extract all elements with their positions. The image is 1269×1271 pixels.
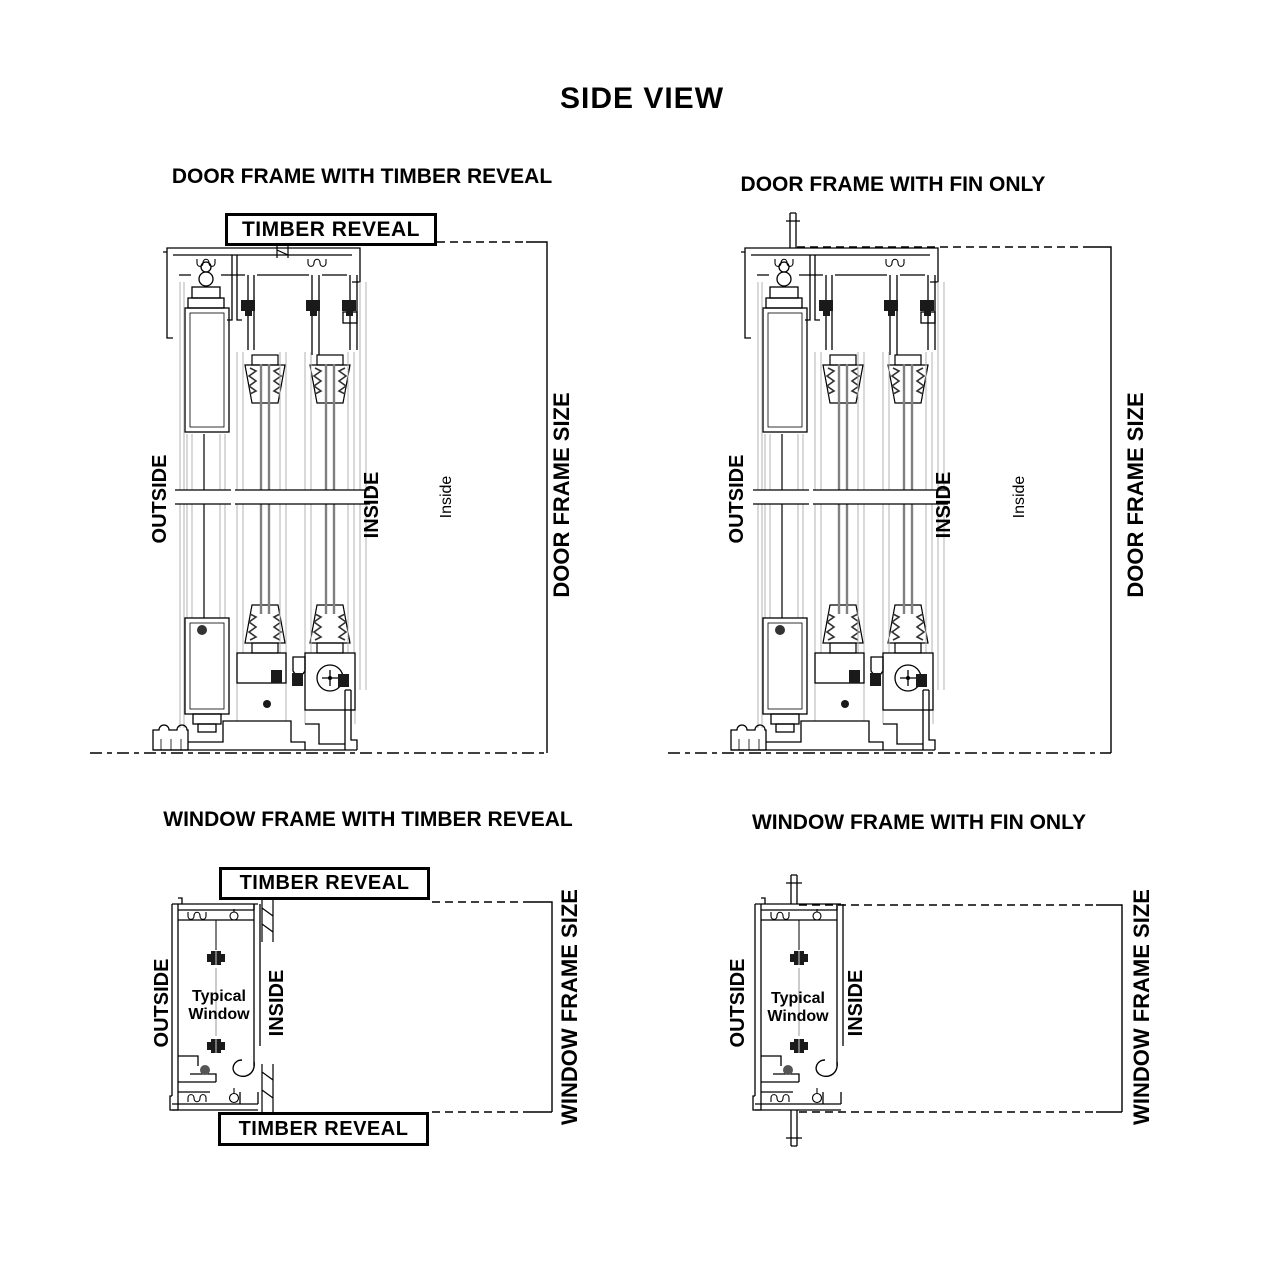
timber-reveal-top-label: TIMBER REVEAL [239,872,410,894]
door-timber-inside-annotation: Inside [438,475,455,519]
door-timber-outside-label: OUTSIDE [149,454,171,544]
page-title: SIDE VIEW [559,82,725,115]
door-fin-title: DOOR FRAME WITH FIN ONLY [740,173,1046,196]
window-fin-outside-label: OUTSIDE [727,958,749,1048]
timber-reveal-bottom-label-box [218,1112,429,1146]
door-fin-outside-label: OUTSIDE [726,454,748,544]
window-fin-inside-label: INSIDE [845,969,867,1037]
timber-reveal-label: TIMBER REVEAL [241,217,420,241]
window-frame-size-dimension [432,902,552,1112]
window-fin-typical-window-label: Typical Window [767,990,829,1026]
door-timber-frame-size-label: DOOR FRAME SIZE [549,392,574,598]
door-fin-frame-size-label: DOOR FRAME SIZE [1123,392,1148,598]
window-fin-frame-size-label: WINDOW FRAME SIZE [1129,889,1154,1125]
door-fin-inside-label: INSIDE [933,471,955,539]
door-fin-inside-annotation: Inside [1011,475,1028,519]
window-timber-title: WINDOW FRAME WITH TIMBER REVEAL [163,808,573,831]
timber-reveal-top-label-box [219,867,430,900]
window-timber-inside-label: INSIDE [266,969,288,1037]
timber-reveal-label-box [225,213,437,246]
timber-reveal-strip [277,245,288,258]
door-timber-title: DOOR FRAME WITH TIMBER REVEAL [171,165,553,188]
door-timber-inside-label: INSIDE [361,471,383,539]
window-timber-outside-label: OUTSIDE [151,958,173,1048]
mounting-fin [786,213,800,248]
window-fin-title: WINDOW FRAME WITH FIN ONLY [751,811,1087,834]
timber-reveal-bottom-label: TIMBER REVEAL [238,1117,409,1140]
window-timber-typical-window-label: Typical Window [188,988,250,1024]
window-timber-frame-size-label: WINDOW FRAME SIZE [557,889,582,1125]
